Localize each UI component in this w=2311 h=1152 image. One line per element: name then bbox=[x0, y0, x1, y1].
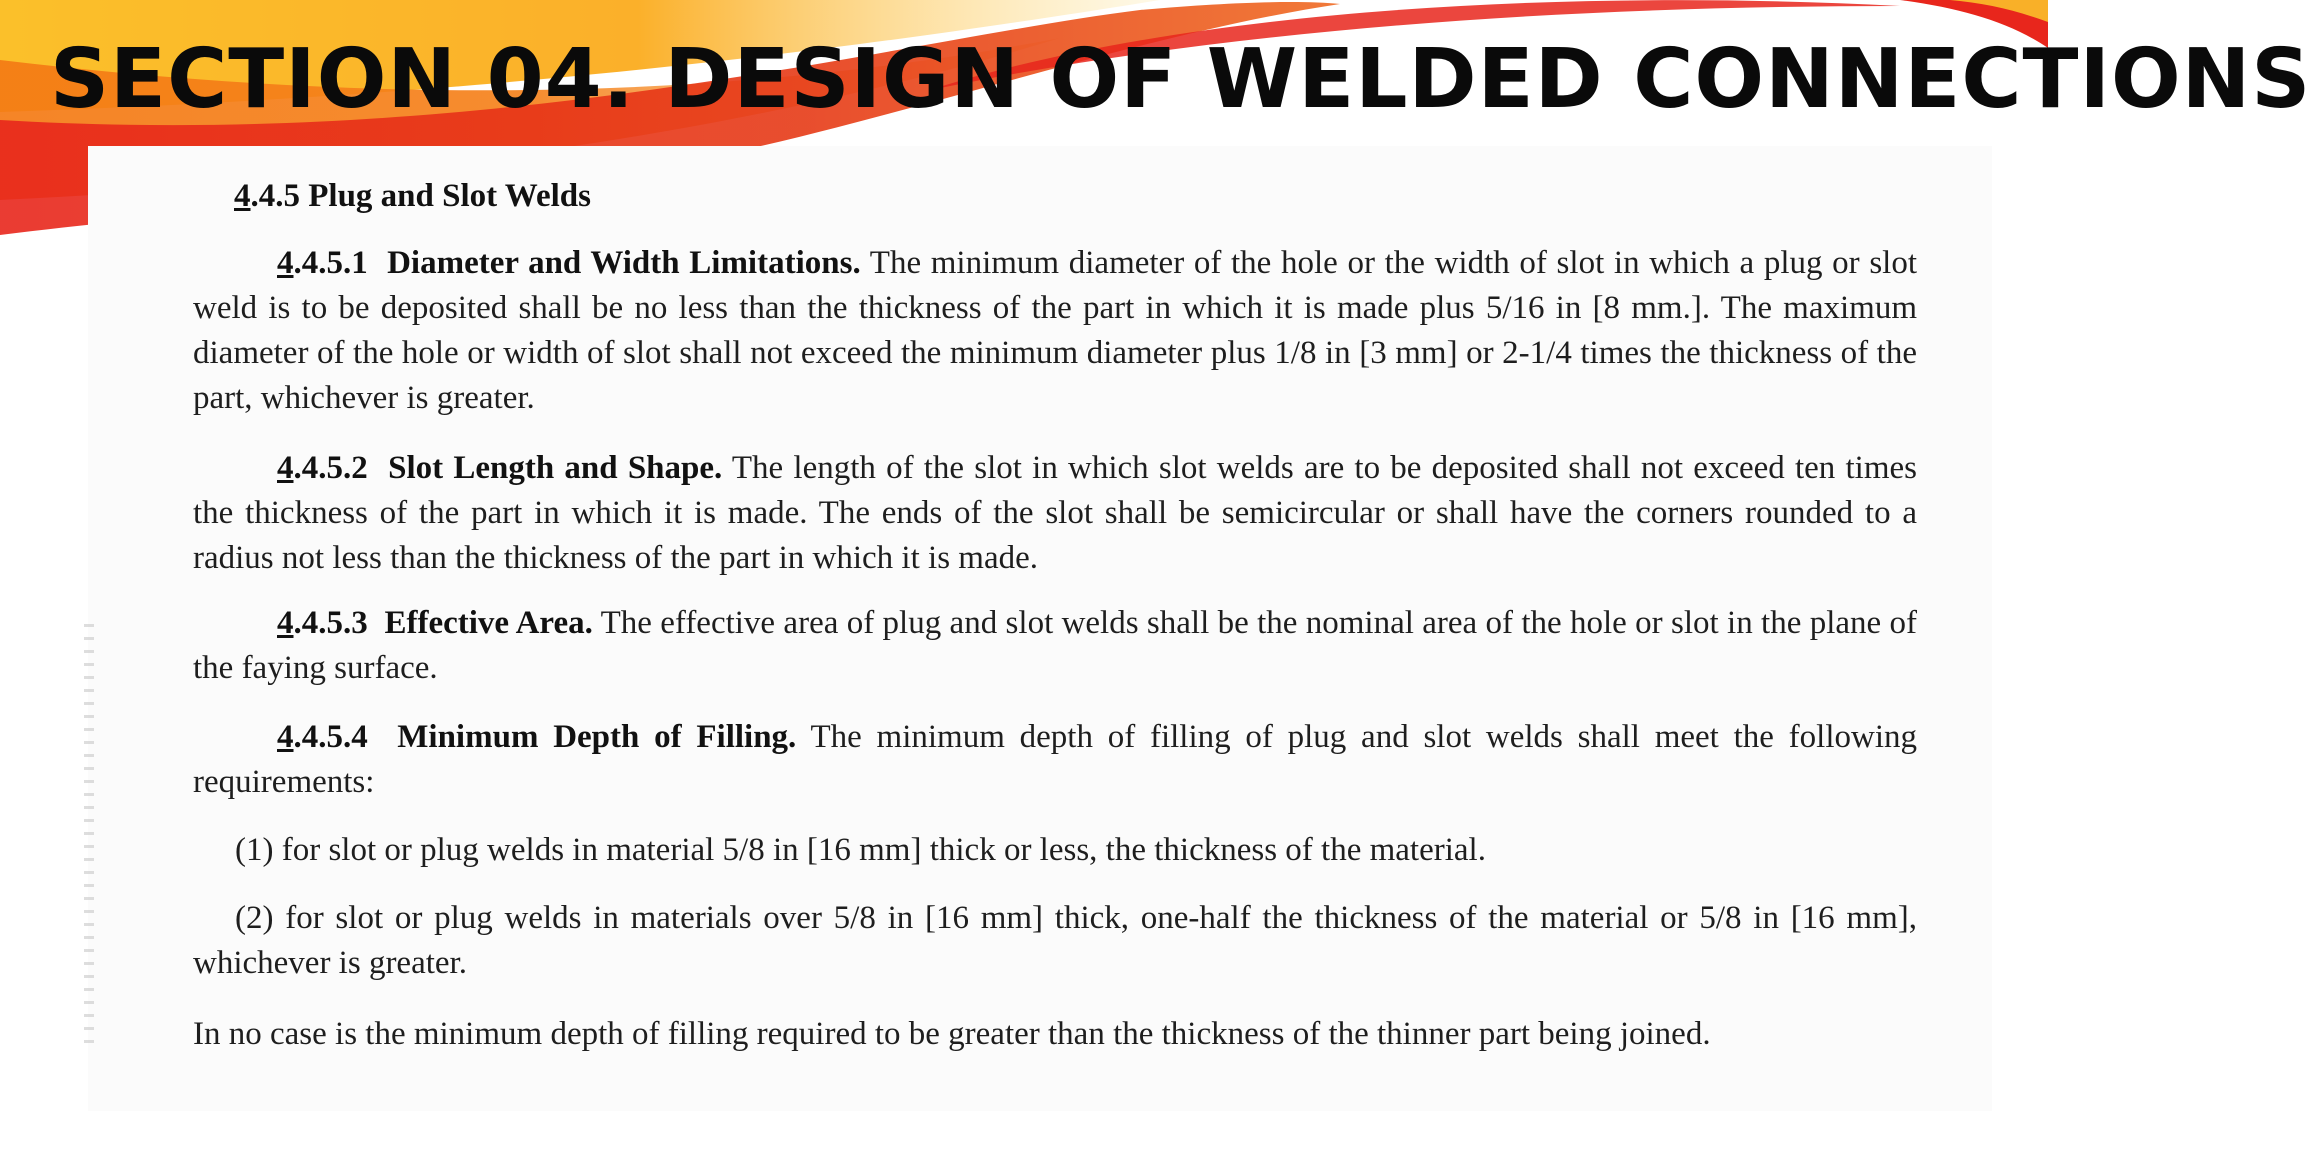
paragraph-body: The minimum depth of filling of plug and slot welds shall meet the following requirements: bbox=[193, 719, 1918, 800]
closing-statement: In no case is the minimum depth of filling required to be greater than the thickness of the thinner part being joined. bbox=[193, 1016, 1711, 1052]
paragraph-body: The effective area of plug and slot welds shall be the nominal area of the hole or slot in the plane of the faying surface. bbox=[193, 605, 1918, 686]
number-underlined: 4 bbox=[277, 450, 294, 486]
paragraph-4-4-5-1 bbox=[193, 241, 1917, 421]
paragraph-number bbox=[277, 245, 368, 281]
paragraph-title: Diameter and Width Limitations. bbox=[387, 245, 861, 281]
number-rest: .4.5.4 bbox=[293, 719, 368, 755]
requirement-item-2: (2) for slot or plug welds in materials over 5/8 in [16 mm] thick, one-half the thickness of the material or 5/8 in [16 mm], whichever is greater. bbox=[193, 900, 1917, 981]
number-rest: .4.5.1 bbox=[293, 245, 368, 281]
paragraph-number bbox=[277, 450, 368, 486]
number-underlined: 4 bbox=[277, 605, 294, 641]
paragraph-title: Slot Length and Shape. bbox=[388, 450, 723, 486]
requirement-item-1: (1) for slot or plug welds in material 5/8 in [16 mm] thick or less, the thickness of the material. bbox=[235, 832, 1486, 868]
paragraph-body: The length of the slot in which slot welds are to be deposited shall not exceed ten times the thickness of the part in which it is made. The ends of the slot shall be semicircular or shall have the corners rounded to a radius not less than the thickness of the part in which it is made. bbox=[193, 450, 1917, 576]
slide-title: SECTION 04. DESIGN OF WELDED CONNECTIONS bbox=[50, 32, 2311, 127]
number-underlined: 4 bbox=[277, 719, 294, 755]
paragraph-number bbox=[277, 605, 368, 641]
number-rest: .4.5.2 bbox=[293, 450, 368, 486]
paragraph-4-4-5-4 bbox=[193, 715, 1917, 805]
section-heading bbox=[234, 174, 1958, 219]
heading-number-underlined: 4 bbox=[234, 178, 251, 214]
heading-text: .4.5 Plug and Slot Welds bbox=[250, 178, 591, 214]
paragraph-title: Minimum Depth of Filling. bbox=[397, 719, 797, 755]
paragraph-4-4-5-3 bbox=[193, 601, 1918, 686]
paragraph-title: Effective Area. bbox=[384, 605, 593, 641]
number-rest: .4.5.3 bbox=[293, 605, 368, 641]
number-underlined: 4 bbox=[277, 245, 294, 281]
paragraph-4-4-5-2 bbox=[193, 446, 1917, 581]
paragraph-number bbox=[277, 719, 368, 755]
scan-margin-marks bbox=[84, 624, 94, 1044]
paragraph-body: The minimum diameter of the hole or the width of slot in which a plug or slot weld is to be deposited shall be no less than the thickness of the part in which it is made plus 5/16 in [8 mm.]. The maximum diameter of the hole or width of slot shall not exceed the minimum diameter plus 1/8 in [3 mm] or 2-1/4 times the thickness of the part, whichever is greater. bbox=[193, 245, 1918, 416]
